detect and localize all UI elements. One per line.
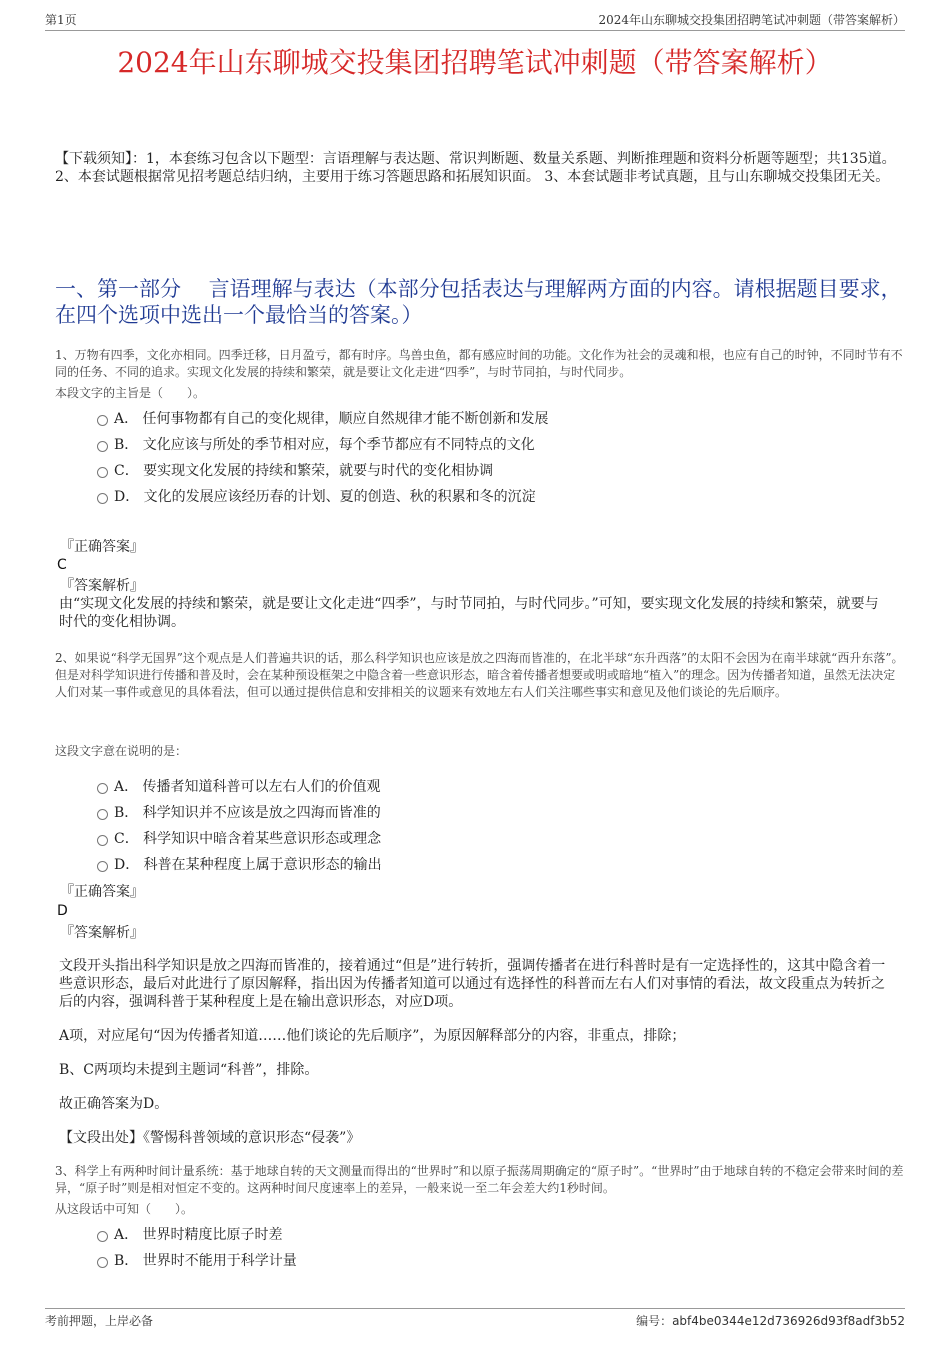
explanation-text: B、C两项均未提到主题词“科普”，排除。: [59, 1062, 319, 1078]
answer-value: D: [57, 903, 68, 919]
radio-icon[interactable]: [97, 493, 108, 504]
download-notice: 【下载须知】：1，本套练习包含以下题型：言语理解与表达题、常识判断题、数量关系题、判断推理题和资料分析题等题型；共135道。 2、本套试题根据常见招考题总结归纳，主要用于练习答题思路和拓展知识面。 3、本套试题非考试真题，且与山东聊城交投集团无关。: [55, 151, 896, 185]
radio-icon[interactable]: [97, 861, 108, 872]
question-1-option-c[interactable]: [97, 462, 493, 480]
explanation-text: 故正确答案为D。: [59, 1096, 169, 1112]
footer-slogan: 考前押题，上岸必备: [45, 1314, 154, 1328]
explanation-label: 『答案解析』: [60, 578, 144, 594]
option-label: C． 科学知识中暗含着某些意识形态或理念: [114, 831, 382, 847]
question-2-prompt: 这段文字意在说明的是：: [55, 744, 188, 758]
option-label: A． 世界时精度比原子时差: [114, 1227, 283, 1243]
source-citation: 【文段出处】《警惕科普领域的意识形态“侵袭”》: [59, 1130, 361, 1146]
question-2-option-d[interactable]: [97, 856, 382, 874]
page-title: 2024年山东聊城交投集团招聘笔试冲刺题（带答案解析）: [117, 46, 833, 79]
option-label: D． 科普在某种程度上属于意识形态的输出: [114, 857, 382, 873]
question-1-text: 1、万物有四季，文化亦相同。四季迁移，日月盈亏，都有时序。鸟兽虫鱼，都有感应时间的功能。文化作为社会的灵魂和根，也应有自己的时钟，不同时节有不同的任务、不同的追求。实现文化发展的持续和繁荣，就是要让文化走进“四季”，与时节同拍，与时代同步。: [55, 348, 903, 379]
radio-icon[interactable]: [97, 1231, 108, 1242]
question-1-option-a[interactable]: [97, 410, 549, 428]
question-3-text: 3、科学上有两种时间计量系统：基于地球自转的天文测量而得出的“世界时”和以原子振荡周期确定的“原子时”。“世界时”由于地球自转的不稳定会带来时间的差异，“原子时”则是相对恒定不变的。这两种时间尺度速率上的差异，一般来说一至二年会差大约1秒时间。: [55, 1164, 904, 1195]
radio-icon[interactable]: [97, 415, 108, 426]
explanation-text: A项，对应尾句“因为传播者知道……他们谈论的先后顺序”，为原因解释部分的内容，非重点，排除；: [59, 1028, 686, 1044]
question-2-option-c[interactable]: [97, 830, 381, 848]
page-number: 第1页: [45, 13, 77, 27]
option-label: D． 文化的发展应该经历春的计划、夏的创造、秋的积累和冬的沉淀: [114, 489, 536, 505]
answer-label: 『正确答案』: [60, 539, 144, 555]
radio-icon[interactable]: [97, 809, 108, 820]
radio-icon[interactable]: [97, 1257, 108, 1268]
option-label: B． 世界时不能用于科学计量: [114, 1253, 297, 1269]
question-3-prompt: 从这段话中可知（ ）。: [55, 1202, 194, 1216]
footer-divider: [45, 1308, 905, 1309]
answer-label: 『正确答案』: [60, 884, 144, 900]
question-1-option-d[interactable]: [97, 488, 536, 506]
header-divider: [45, 30, 905, 31]
option-label: C． 要实现文化发展的持续和繁荣，就要与时代的变化相协调: [114, 463, 494, 479]
radio-icon[interactable]: [97, 835, 108, 846]
option-label: B． 科学知识并不应该是放之四海而皆准的: [114, 805, 381, 821]
question-2-option-b[interactable]: [97, 804, 381, 822]
question-3-option-a[interactable]: [97, 1226, 283, 1244]
document-code: [636, 1313, 905, 1329]
question-1-prompt: 本段文字的主旨是（ ）。: [55, 386, 206, 400]
radio-icon[interactable]: [97, 441, 108, 452]
radio-icon[interactable]: [97, 467, 108, 478]
section-heading: 一、第一部分 言语理解与表达（本部分包括表达与理解两方面的内容。请根据题目要求，在四个选项中选出一个最恰当的答案。）: [55, 277, 902, 327]
question-2-text: 2、如果说“科学无国界”这个观点是人们普遍共识的话，那么科学知识也应该是放之四海而皆准的，在北半球“东升西落”的太阳不会因为在南半球就“西升东落”。但是对科学知识进行传播和普及时，会在某种预设框架之中隐含着一些意识形态，暗含着传播者想要或明或暗地“植入”的理念。因为传播者知道，虽然无法决定人们对某一事件或意见的具体看法，但可以通过提供信息和安排相关的议题来有效地左右人们关注哪些事实和意见及他们谈论的先后顺序。: [55, 651, 904, 699]
code-value: abf4be0344e12d736926d93f8adf3b52: [672, 1314, 905, 1328]
question-1-option-b[interactable]: [97, 436, 535, 454]
option-label: A． 传播者知道科普可以左右人们的价值观: [114, 779, 381, 795]
code-label: 编号：: [636, 1314, 673, 1328]
option-label: B． 文化应该与所处的季节相对应，每个季节都应有不同特点的文化: [114, 437, 535, 453]
option-label: A． 任何事物都有自己的变化规律，顺应自然规律才能不断创新和发展: [114, 411, 549, 427]
question-2-option-a[interactable]: [97, 778, 381, 796]
question-3-option-b[interactable]: [97, 1252, 297, 1270]
explanation-text: 文段开头指出科学知识是放之四海而皆准的，接着通过“但是”进行转折，强调传播者在进行科普时是有一定选择性的，这其中隐含着一些意识形态，最后对此进行了原因解释，指出因为传播者知道可以通过有选择性的科普而左右人们对事情的看法，故文段重点为转折之后的内容，强调科普于某种程度上是在输出意识形态，对应D项。: [59, 958, 886, 1010]
explanation-label: 『答案解析』: [60, 925, 144, 941]
radio-icon[interactable]: [97, 783, 108, 794]
answer-value: C: [57, 557, 67, 573]
explanation-text: 由“实现文化发展的持续和繁荣，就是要让文化走进“四季”，与时节同拍，与时代同步。”可知，要实现文化发展的持续和繁荣，就要与时代的变化相协调。: [59, 596, 879, 630]
header-doc-title: 2024年山东聊城交投集团招聘笔试冲刺题（带答案解析）: [598, 13, 905, 27]
